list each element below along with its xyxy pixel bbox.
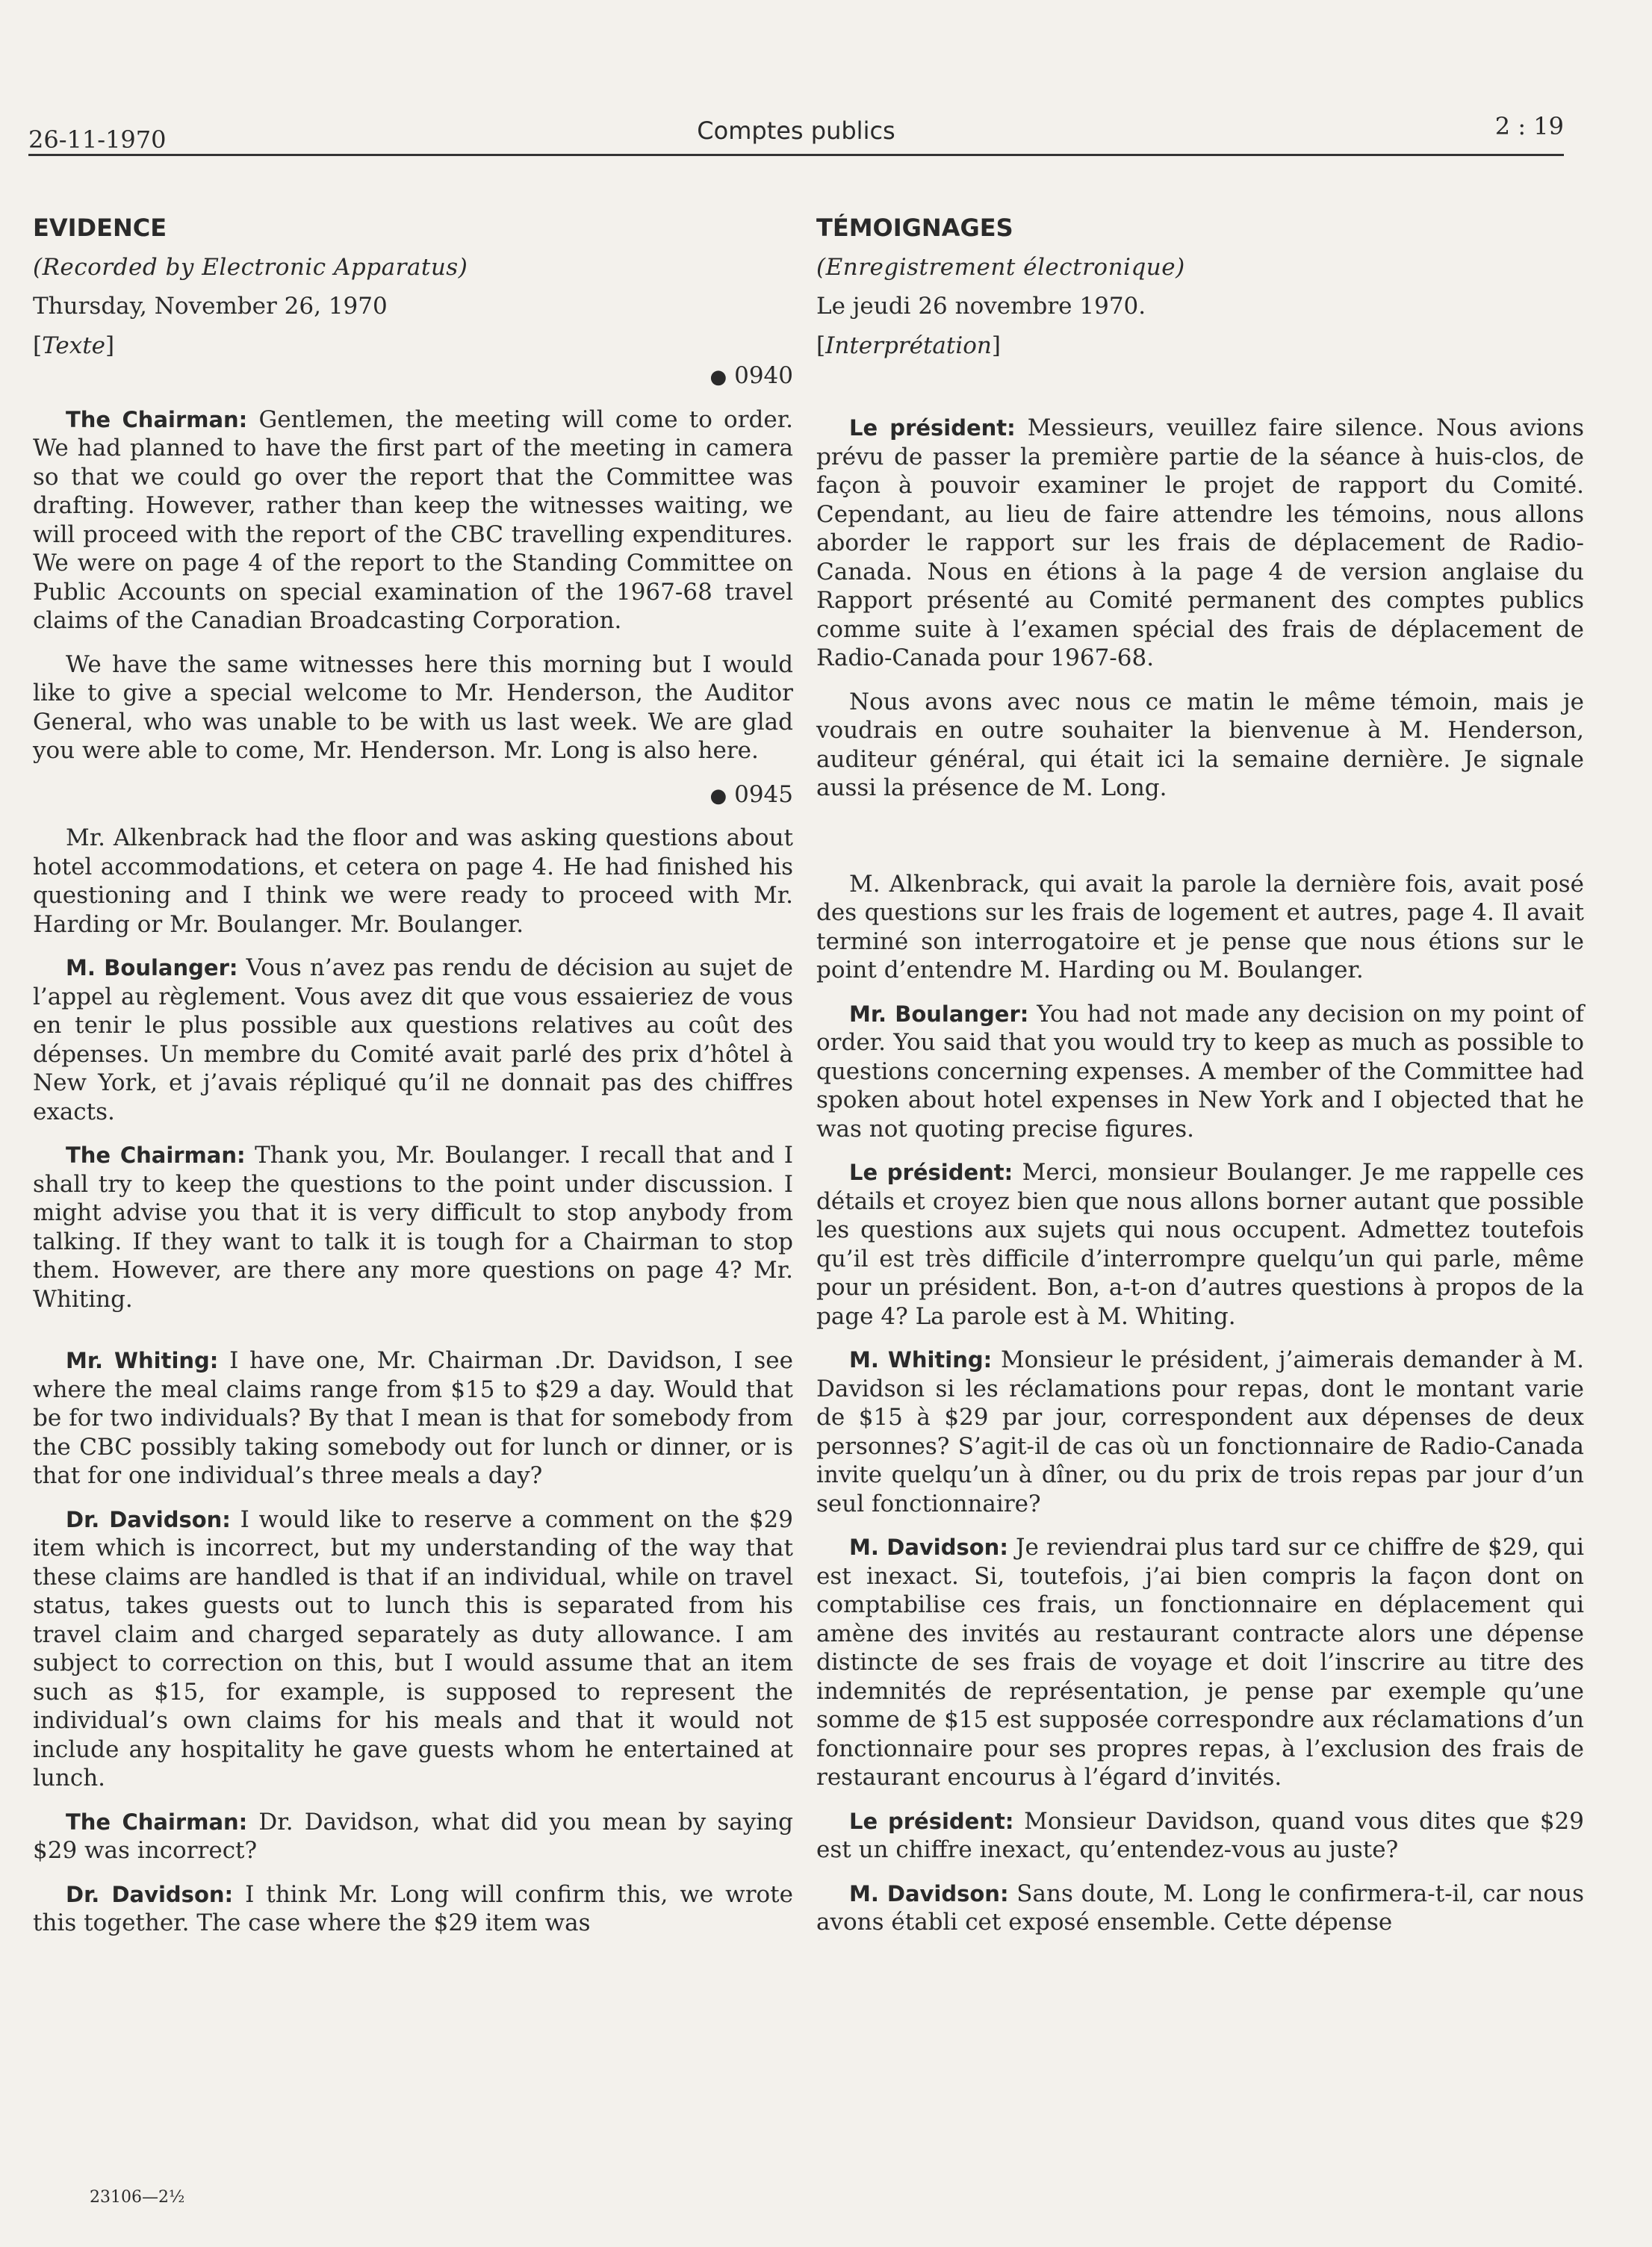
speaker-name: Dr. Davidson: bbox=[66, 1506, 231, 1532]
paragraph bbox=[816, 1158, 1584, 1331]
meeting-date: Le jeudi 26 novembre 1970. bbox=[816, 293, 1146, 320]
paragraph bbox=[33, 1808, 793, 1865]
paragraph bbox=[816, 688, 1584, 803]
paragraph-text: Je reviendrai plus tard sur ce chiffre de $29, qui est inexact. Si, toutefois, j’ai bien compris la façon dont on comptabilise ces frais, un fonctionnaire en déplacement qui amène des invités au restaurant contracte alors une dépense distincte de ses frais de voyage et doit l’inscrire au titre des indemnités de représentation, je pense par exemple qu’une somme de $15 est supposée correspondre aux réclamations d’un fonctionnaire pour ses propres repas, à l’exclusion des frais de restaurant encourus à l’égard d’invités. bbox=[816, 1534, 1584, 1791]
paragraph bbox=[816, 1000, 1584, 1144]
page-header bbox=[28, 112, 1564, 156]
speaker-name: M. Davidson: bbox=[849, 1880, 1009, 1906]
bullet-icon: ● bbox=[709, 784, 727, 807]
bullet-icon: ● bbox=[709, 366, 727, 388]
header-date: 26-11-1970 bbox=[28, 125, 167, 154]
section-subheading: (Recorded by Electronic Apparatus) bbox=[33, 253, 468, 281]
paragraph-text: Gentlemen, the meeting will come to order. We had planned to have the first part of the meeting in camera so that we could go over the report that the Committee was drafting. However, rather than keep the witnesses waiting, we will proceed with the report of the CBC travelling expenditures. We were on page 4 of the report to the Standing Committee on Public Accounts on special examination of the 1967-68 travel claims of the Canadian Broadcasting Corporation. bbox=[33, 405, 793, 634]
speaker-name: Mr. Boulanger: bbox=[849, 1001, 1029, 1027]
time-stamp-value: 0940 bbox=[734, 362, 793, 389]
paragraph bbox=[33, 1141, 793, 1314]
paragraph bbox=[816, 414, 1584, 673]
paragraph-text: M. Alkenbrack, qui avait la parole la dernière fois, avait posé des questions sur les frais de logement et autres, page 4. Il avait terminé son interrogatoire et je pense que nous étions sur le point d’entendre M. Harding ou M. Boulanger. bbox=[816, 870, 1584, 983]
time-stamp-value: 0945 bbox=[734, 780, 793, 808]
meeting-date: Thursday, November 26, 1970 bbox=[33, 293, 388, 320]
paragraph bbox=[816, 1346, 1584, 1518]
paragraph-text: Thank you, Mr. Boulanger. I recall that and I shall try to keep the questions to the point under discussion. I might advise you that it is very difficult to stop anybody from talking. If they want to talk it is tough for a Chairman to stop them. However, are there any more questions on page 4? Mr. Whiting. bbox=[33, 1142, 793, 1313]
paragraph bbox=[33, 954, 793, 1126]
spacer bbox=[816, 361, 1584, 414]
paragraph-text: You had not made any decision on my point of order. You said that you would try to keep as much as possible to questions concerning expenses. A member of the Committee had spoken about hotel expenses in New York and I objected that he was not quoting precise figures. bbox=[816, 1000, 1584, 1143]
language-note: [Interprétation] bbox=[816, 332, 1002, 359]
paragraph-text: Dr. Davidson, what did you mean by saying $29 was incorrect? bbox=[33, 1808, 793, 1864]
paragraph-text: We have the same witnesses here this morning but I would like to give a special welcome to Mr. Henderson, the Auditor General, who was unable to be with us last week. We are glad you were able to come, Mr. Henderson. Mr. Long is also here. bbox=[33, 650, 793, 764]
section-heading: TÉMOIGNAGES bbox=[816, 214, 1013, 242]
paragraph bbox=[33, 405, 793, 635]
time-stamp bbox=[33, 780, 793, 811]
header-page-number: 2 : 19 bbox=[1494, 112, 1564, 140]
speaker-name: The Chairman: bbox=[66, 406, 248, 432]
speaker-name: M. Davidson: bbox=[849, 1535, 1008, 1560]
speaker-name: The Chairman: bbox=[66, 1143, 246, 1168]
speaker-name: Mr. Whiting: bbox=[66, 1348, 219, 1373]
paragraph-text: Vous n’avez pas rendu de décision au sujet de l’appel au règlement. Vous avez dit que vous essaieriez de vous en tenir le plus possible aux questions relatives au coût des dépenses. Un membre du Comité avait parlé des prix d’hôtel à New York, et j’avais répliqué qu’il ne donnait pas des chiffres exacts. bbox=[33, 954, 793, 1125]
paragraph-text: Monsieur Davidson, quand vous dites que $29 est un chiffre inexact, qu’entendez-vous au juste? bbox=[816, 1807, 1584, 1863]
spacer bbox=[33, 1328, 793, 1346]
paragraph-text: I have one, Mr. Chairman .Dr. Davidson, I see where the meal claims range from $15 to $29 a day. Would that be for two individuals? By that I mean is that for somebody from the CBC possibly taking somebody out for lunch or dinner, or is that for one individual’s three meals a day? bbox=[33, 1347, 793, 1489]
english-column bbox=[33, 209, 793, 1953]
paragraph-text: I think Mr. Long will confirm this, we wrote this together. The case where the $29 item was bbox=[33, 1880, 793, 1936]
paragraph-text: Messieurs, veuillez faire silence. Nous avions prévu de passer la première partie de la séance à huis-clos, de façon à pouvoir examiner le projet de rapport du Comité. Cependant, au lieu de faire attendre les témoins, nous allons aborder le rapport sur les frais de déplacement de Radio-Canada. Nous en étions à la page 4 de version anglaise du Rapport présenté au Comité permanent des comptes publics comme suite à l’examen spécial des frais de déplacement de Radio-Canada pour 1967-68. bbox=[816, 414, 1584, 671]
spacer bbox=[816, 818, 1584, 870]
speaker-name: M. Whiting: bbox=[849, 1347, 993, 1373]
paragraph-text: Nous avons avec nous ce matin le même témoin, mais je voudrais en outre souhaiter la bienvenue à M. Henderson, auditeur général, qui était ici la semaine dernière. Je signale aussi la présence de M. Long. bbox=[816, 688, 1584, 801]
section-subheading: (Enregistrement électronique) bbox=[816, 253, 1185, 281]
speaker-name: M. Boulanger: bbox=[66, 955, 238, 980]
paragraph-text: Monsieur le président, j’aimerais demander à M. Davidson si les réclamations pour repas, dont le montant varie de $15 à $29 par jour, correspondent aux dépenses de deux personnes? S’agit-il de cas où un fonctionnaire de Radio-Canada invite quelqu’un à dîner, ou du prix de trois repas par jour d’un seul fonctionnaire? bbox=[816, 1346, 1584, 1517]
header-title: Comptes publics bbox=[697, 116, 895, 145]
paragraph-text: I would like to reserve a comment on the $29 item which is incorrect, but my understanding of the way that these claims are handled is that if an individual, while on travel status, takes guests out to lunch this is separated from his travel claim and charged separately as duty allowance. I am subject to correction on this, but I would assume that an item such as $15, for example, is supposed to represent the individual’s own claims for his meals and that it would not include any hospitality he gave guests whom he entertained at lunch. bbox=[33, 1505, 793, 1791]
speaker-name: Le président: bbox=[849, 1808, 1014, 1834]
french-column bbox=[816, 209, 1584, 1952]
language-note-text: Interprétation bbox=[825, 332, 992, 359]
paragraph bbox=[816, 1880, 1584, 1937]
speaker-name: Dr. Davidson: bbox=[66, 1881, 234, 1907]
section-heading: EVIDENCE bbox=[33, 214, 167, 242]
speaker-name: Le président: bbox=[849, 1160, 1013, 1185]
paragraph bbox=[33, 1505, 793, 1793]
paragraph bbox=[816, 1533, 1584, 1792]
paragraph bbox=[33, 650, 793, 765]
paragraph bbox=[33, 824, 793, 939]
paragraph bbox=[33, 1346, 793, 1491]
paragraph-text: Sans doute, M. Long le confirmera-t-il, car nous avons établi cet exposé ensemble. Cette dépense bbox=[816, 1880, 1584, 1936]
speaker-name: The Chairman: bbox=[66, 1809, 248, 1835]
language-note-text: Texte bbox=[42, 332, 106, 359]
print-code: 23106—2½ bbox=[90, 2188, 185, 2207]
language-note: [Texte] bbox=[33, 332, 115, 359]
speaker-name: Le président: bbox=[849, 415, 1016, 441]
paragraph-text: Mr. Alkenbrack had the floor and was asking questions about hotel accommodations, et cetera on page 4. He had finished his questioning and I think we were ready to proceed with Mr. Harding or Mr. Boulanger. Mr. Boulanger. bbox=[33, 824, 793, 938]
time-stamp bbox=[33, 361, 793, 392]
paragraph bbox=[816, 1807, 1584, 1865]
paragraph-text: Merci, monsieur Boulanger. Je me rappelle ces détails et croyez bien que nous allons borner autant que possible les questions aux sujets qui nous occupent. Admettez toutefois qu’il est très difficile d’interrompre quelqu’un qui parle, même pour un président. Bon, a-t-on d’autres questions à propos de la page 4? La parole est à M. Whiting. bbox=[816, 1159, 1584, 1330]
paragraph bbox=[33, 1880, 793, 1938]
paragraph bbox=[816, 870, 1584, 985]
